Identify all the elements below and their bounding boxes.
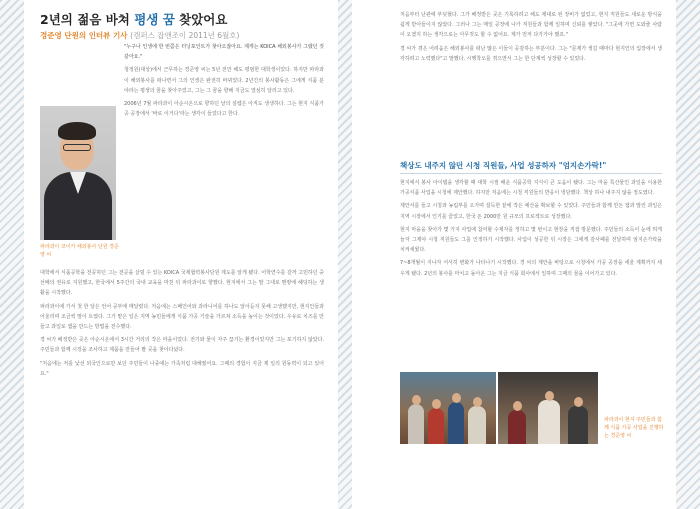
left-margin-stripes (0, 0, 24, 509)
article-byline (40, 30, 330, 41)
body-paragraph: 파라과이에 가서 첫 한 달은 언어 공부에 매달렸다. 처음에는 스페인어와 과라니어를 하나도 알아듣지 못해 고생했지만, 현지인들과 어울리며 조금씩 말이 트였다. 그가 맡은 일은 지역 농민들에게 식품 가공 기술을 가르쳐 소득을 높이는 것이었다. 우유로 치즈를 만들고 과일로 잼을 만드는 방법을 전수했다. (40, 303, 324, 331)
body-paragraph: 7~8개월이 지나자 서서히 변화가 나타나기 시작했다. 경 씨의 제안을 바탕으로 시청에서 가공 공장을 세울 계획까지 세우게 됐다. 2년의 봉사를 마치고 돌아온 그는 지금 식품 회사에서 일하며 그때의 꿈을 이어가고 있다. (400, 260, 662, 277)
body-paragraph: 경 씨가 배정받은 곳은 아순시온에서 3시간 거리의 작은 마을이었다. 전기와 물이 자주 끊기는 환경이었지만 그는 포기하지 않았다. 주민들과 함께 시장을 조사하고 제품을 만들어 팔 곳을 찾아다녔다. (40, 337, 324, 354)
body-paragraph: "처음에는 저를 낯선 외국인으로만 보던 주민들이 나중에는 가족처럼 대해줬어요. 그때의 경험이 지금 제 일의 원동력이 되고 있어요." (40, 360, 324, 377)
right-top-column (400, 10, 662, 67)
right-margin-stripes (676, 0, 700, 509)
workshop-photo (498, 372, 598, 444)
body-paragraph: 처음부터 난관에 부딪혔다. 그가 배정받은 곳은 기록하려고 해도 제대로 된 장비가 없었고, 현지 직원들도 새로운 방식을 쉽게 받아들이지 않았다. 그러나 그는 매일 공장에 나가 직원들과 함께 일하며 신뢰를 쌓았다. "그곳에 가면 도와줄 사람이 오겠지 하는 생각으로는 아무것도 할 수 없어요. 제가 먼저 다가가야 했죠." (400, 12, 662, 39)
article-title (40, 10, 330, 28)
right-page (352, 0, 676, 509)
activity-photos (400, 372, 598, 444)
intro-paragraph: 청정원(대상)에서 근무하는 경준영 씨는 5년 전만 해도 평범한 대학생이었다. 하지만 파라과이 해외봉사를 떠나면서 그의 인생은 완전히 바뀌었다. 2년간의 봉사활동은 그에게 식품 분야라는 평생의 꿈을 찾아주었고, 그는 그 꿈을 향해 지금도 열심히 달리고 있다. (124, 67, 324, 94)
body-paragraph: 대학에서 식품공학을 전공하던 그는 전공을 살릴 수 있는 KOICA 국제협력봉사단원 제도를 알게 됐다. 어학연수를 갈까 고민하던 중 선배의 권유로 지원했고, 한국에서 5주간의 국내 교육을 마친 뒤 파라과이로 향했다. 현지에서 그는 말 그대로 맨땅에 헤딩하는 생활을 시작했다. (40, 270, 324, 297)
body-paragraph: 현지에서 봉사 아이템을 생각할 때 대학 시절 배운 식품공학 지식이 큰 도움이 됐다. 그는 마을 특산물인 과일을 이용한 가공식품 사업을 시청에 제안했다. 하지만 처음에는 시청 직원들의 반응이 냉담했다. 책상 하나 내주지 않을 정도였다. (400, 180, 662, 197)
byline-meta: (캠퍼스 잡앤조이 2011년 6월호) (130, 31, 240, 40)
intro-paragraph: "누구나 인생에 한 번쯤은 터닝포인트가 찾아오잖아요. 제게는 KOICA 해외봉사가 그랬던 것 같아요." (124, 44, 324, 61)
portrait-caption: 파라과이 코이카 해외봉사 단원 경준영 씨 (40, 244, 119, 258)
title-highlight: 평생 꿈 (134, 12, 175, 27)
left-body-column (40, 268, 324, 382)
photos-caption: 파라과이 현지 주민들과 함께 식품 가공 사업을 진행하는 경준영 씨 (604, 417, 664, 439)
title-suffix: 찾았어요 (174, 12, 228, 27)
intro-paragraph: 2006년 7월 파라과이 아순시온으로 향하던 날의 설렘은 아직도 생생하다. 그는 현지 식품가공 공장에서 '바로 이거다'라는 생각이 들었다고 한다. (124, 101, 324, 118)
gutter-stripes (338, 0, 352, 509)
right-body-column (400, 178, 662, 282)
left-page (24, 0, 338, 509)
section-divider (400, 173, 662, 174)
title-prefix: 2년의 젊음 바쳐 (40, 12, 135, 27)
intro-column (124, 42, 324, 122)
body-paragraph: 제안서를 들고 시청과 농림부를 오가며 설득한 끝에 작은 예산을 확보할 수 있었다. 주민들과 함께 만든 잼과 말린 과일은 지역 시장에서 인기를 끌었고, 한국 돈 2000만 원 규모의 프로젝트로 성장했다. (400, 203, 662, 220)
portrait-photo (40, 106, 116, 240)
body-paragraph: 현지 마을을 찾아가 몇 가지 사업에 참여할 수제자를 정하고 몇 번이고 현장을 직접 방문했다. 주민들의 소득이 눈에 띄게 늘자 그제야 시청 직원들도 그를 인정하기 시작했다. 사업이 성공한 뒤 시장은 그에게 감사패를 전달하며 엄지손가락을 치켜세웠다. (400, 226, 662, 254)
body-paragraph: 경 씨가 겪은 어려움은 해외봉사를 떠난 많은 이들이 공감하는 부분이다. 그는 "문제가 생길 때마다 현지인의 입장에서 생각하려고 노력했다"고 말했다. 시행착오를 겪으면서 그는 한 단계씩 성장할 수 있었다. (400, 45, 662, 62)
section-heading: 책상도 내주지 않던 시청 직원들, 사업 성공하자 "엄지손가락!" (400, 161, 607, 170)
group-photo (400, 372, 496, 444)
byline-text: 경준영 단원의 인터뷰 기사 (40, 31, 128, 40)
